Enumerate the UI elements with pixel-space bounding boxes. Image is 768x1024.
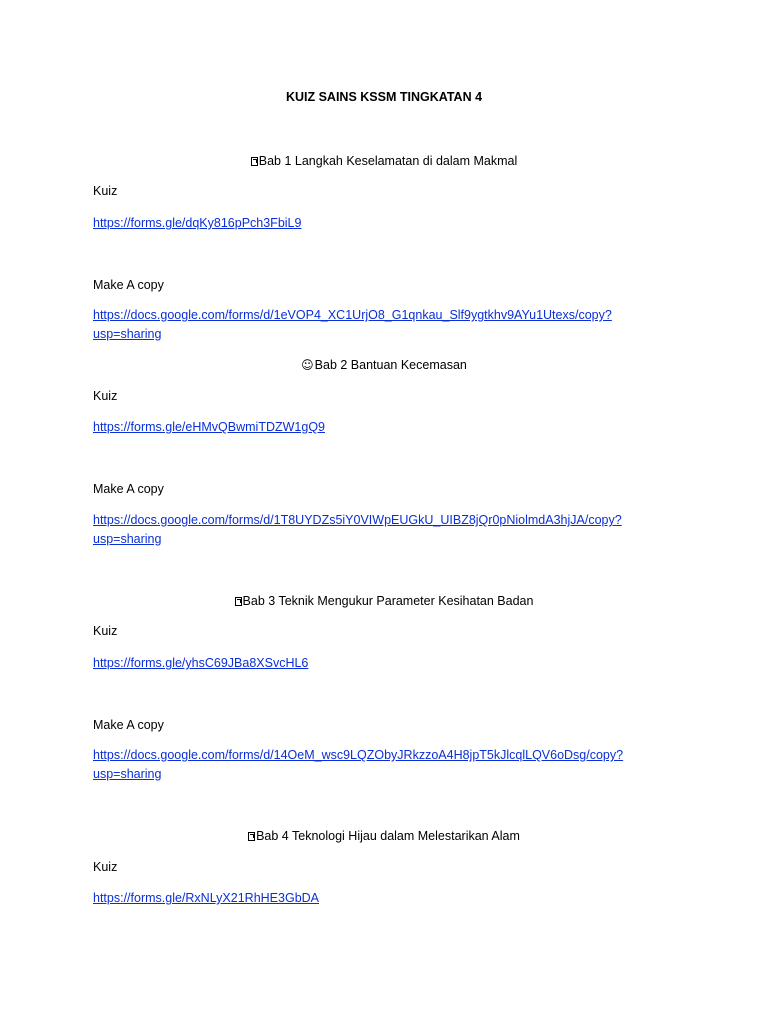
- section-heading-bab-2: [0, 356, 768, 375]
- kuiz-link[interactable]: https://forms.gle/dqKy816pPch3FbiL9: [93, 216, 302, 230]
- missing-glyph-icon: [251, 157, 258, 166]
- kuiz-link[interactable]: https://forms.gle/yhsC69JBa8XSvcHL6: [93, 656, 309, 670]
- kuiz-label: Kuiz: [93, 184, 118, 198]
- page-title: KUIZ SAINS KSSM TINGKATAN 4: [285, 90, 483, 104]
- make-copy-label: Make A copy: [93, 482, 164, 496]
- make-copy-label: Make A copy: [93, 718, 164, 732]
- kuiz-label: Kuiz: [93, 624, 118, 638]
- kuiz-link[interactable]: https://forms.gle/eHMvQBwmiTDZW1gQ9: [93, 420, 325, 434]
- section-heading-bab-1: [0, 152, 768, 171]
- make-copy-label: Make A copy: [93, 278, 164, 292]
- section-heading-text: Bab 2 Bantuan Kecemasan: [314, 358, 467, 372]
- kuiz-label: Kuiz: [93, 860, 118, 874]
- make-copy-link-continued[interactable]: usp=sharing: [93, 532, 162, 546]
- missing-glyph-icon: [248, 832, 255, 841]
- make-copy-link[interactable]: https://docs.google.com/forms/d/14OeM_wsc9LQZObyJRkzzoA4H8jpT5kJlcqlLQV6oDsg/copy?: [93, 748, 624, 762]
- section-heading-bab-3: [0, 592, 768, 611]
- make-copy-link[interactable]: https://docs.google.com/forms/d/1T8UYDZs5iY0VIWpEUGkU_UIBZ8jQr0pNiolmdA3hjJA/copy?: [93, 513, 622, 527]
- smiley-icon: ☺: [301, 358, 314, 372]
- section-heading-text: Bab 3 Teknik Mengukur Parameter Kesihatan Badan: [242, 594, 534, 608]
- make-copy-link-continued[interactable]: usp=sharing: [93, 767, 162, 781]
- section-heading-text: Bab 4 Teknologi Hijau dalam Melestarikan Alam: [256, 829, 520, 843]
- missing-glyph-icon: [235, 597, 242, 606]
- kuiz-label: Kuiz: [93, 389, 118, 403]
- make-copy-link[interactable]: https://docs.google.com/forms/d/1eVOP4_XC1UrjO8_G1qnkau_Slf9ygtkhv9AYu1Utexs/copy?: [93, 308, 612, 322]
- make-copy-link-continued[interactable]: usp=sharing: [93, 327, 162, 341]
- section-heading-bab-4: [0, 827, 768, 846]
- kuiz-link[interactable]: https://forms.gle/RxNLyX21RhHE3GbDA: [93, 891, 320, 905]
- section-heading-text: Bab 1 Langkah Keselamatan di dalam Makmal: [258, 154, 518, 168]
